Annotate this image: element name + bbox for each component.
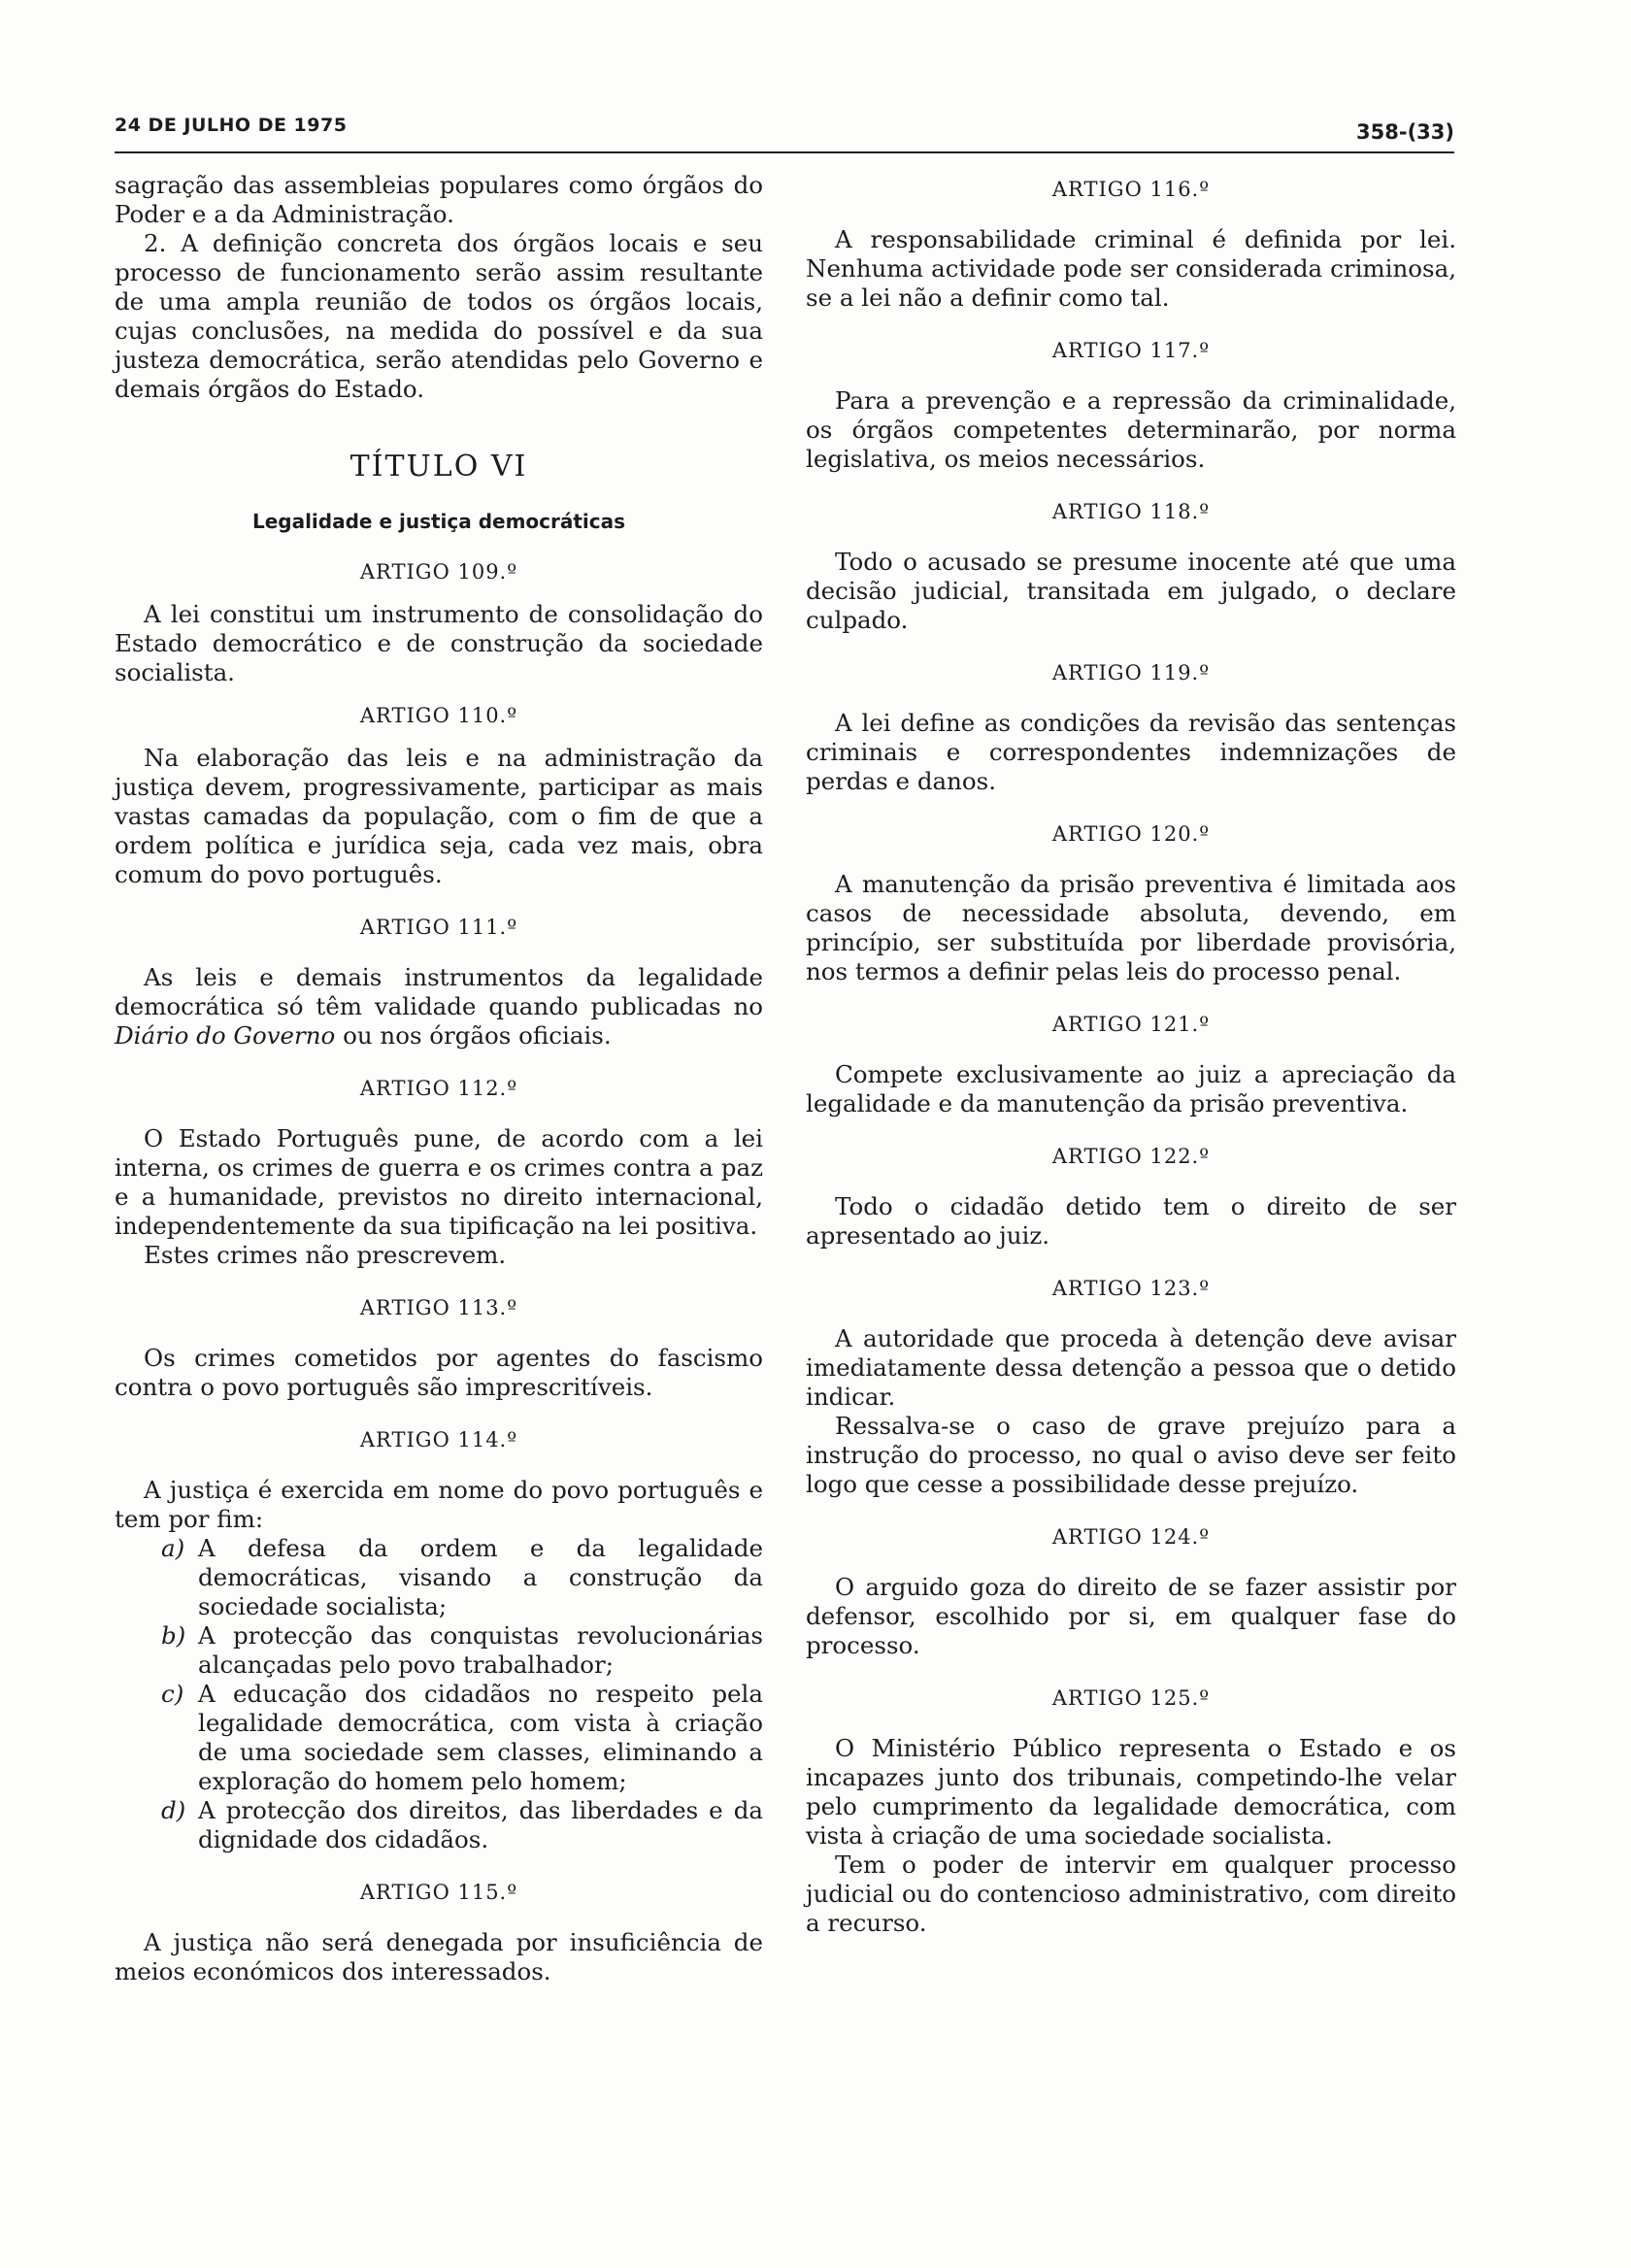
list-item-text: A protecção das conquistas revolucionárias alcançadas pelo povo trabalhador; bbox=[198, 1621, 763, 1679]
list-item-text: A defesa da ordem e da legalidade democráticas, visando a construção da sociedade socialista; bbox=[198, 1534, 763, 1620]
article-heading: ARTIGO 112.º bbox=[359, 1077, 518, 1100]
article-heading: ARTIGO 125.º bbox=[1051, 1686, 1211, 1710]
article-heading: ARTIGO 110.º bbox=[359, 704, 518, 727]
article-text: Na elaboração das leis e na administração da justiça devem, progressivamente, participar as mais vastas camadas da população, com o fim de que a ordem política e jurídica seja, cada vez mais, obra comum do povo português. bbox=[115, 744, 763, 888]
list-item bbox=[161, 1621, 763, 1680]
article-text: O Ministério Público representa o Estado e os incapazes junto dos tribunais, competindo-lhe velar pelo cumprimento da legalidade democrática, com vista à criação de uma sociedade socialista. bbox=[806, 1734, 1456, 1850]
article-text: Estes crimes não prescrevem. bbox=[144, 1241, 507, 1269]
article-text: A justiça não será denegada por insuficiência de meios económicos dos interessados. bbox=[115, 1928, 763, 1985]
list-item-label: a) bbox=[161, 1534, 185, 1562]
title-heading: TÍTULO VI bbox=[350, 450, 528, 484]
article-heading: ARTIGO 113.º bbox=[359, 1296, 518, 1319]
article-heading: ARTIGO 117.º bbox=[1051, 339, 1211, 362]
article-text bbox=[115, 963, 763, 1051]
list-item bbox=[161, 1534, 763, 1621]
article-text: Ressalva-se o caso de grave prejuízo para a instrução do processo, no qual o aviso deve ser feito logo que cesse a possibilidade desse prejuízo. bbox=[806, 1412, 1456, 1498]
article-heading: ARTIGO 123.º bbox=[1051, 1277, 1211, 1300]
header-page-number: 358-(33) bbox=[1356, 120, 1454, 144]
article-heading: ARTIGO 114.º bbox=[359, 1428, 518, 1451]
article-heading: ARTIGO 121.º bbox=[1051, 1013, 1211, 1036]
article-text: A justiça é exercida em nome do povo português e tem por fim: bbox=[115, 1476, 763, 1533]
title-subtitle: Legalidade e justiça democráticas bbox=[251, 510, 626, 533]
article-heading: ARTIGO 118.º bbox=[1051, 500, 1211, 523]
list-item-label: d) bbox=[161, 1796, 186, 1824]
right-column bbox=[806, 171, 1456, 1938]
article-text: Para a prevenção e a repressão da criminalidade, os órgãos competentes determinarão, por norma legislativa, os meios necessários. bbox=[806, 386, 1456, 473]
paragraph: sagração das assembleias populares como órgãos do Poder e a da Administração. bbox=[115, 171, 763, 228]
article-text: Compete exclusivamente ao juiz a apreciação da legalidade e da manutenção da prisão preventiva. bbox=[806, 1060, 1456, 1117]
article-text: Todo o cidadão detido tem o direito de ser apresentado ao juiz. bbox=[806, 1192, 1456, 1250]
article-text: Os crimes cometidos por agentes do fascismo contra o povo português são imprescritíveis. bbox=[115, 1344, 763, 1401]
left-column bbox=[115, 171, 763, 1986]
article-heading: ARTIGO 119.º bbox=[1051, 661, 1211, 684]
header-date: 24 DE JULHO DE 1975 bbox=[115, 115, 348, 136]
publication-name: Diário do Governo bbox=[115, 1021, 336, 1050]
paragraph: 2. A definição concreta dos órgãos locais e seu processo de funcionamento serão assim resultante de uma ampla reunião de todos os órgãos locais, cujas conclusões, na medida do possível e da sua justeza democrática, serão atendidas pelo Governo e demais órgãos do Estado. bbox=[115, 229, 763, 403]
article-text: Todo o acusado se presume inocente até que uma decisão judicial, transitada em julgado, o declare culpado. bbox=[806, 548, 1456, 634]
article-text: A lei define as condições da revisão das sentenças criminais e correspondentes indemnizações de perdas e danos. bbox=[806, 709, 1456, 795]
list-item bbox=[161, 1680, 763, 1796]
list-item-label: c) bbox=[161, 1680, 184, 1708]
article-heading: ARTIGO 109.º bbox=[359, 560, 518, 584]
article-text-part: As leis e demais instrumentos da legalidade democrática só têm validade quando publicadas no bbox=[115, 963, 763, 1020]
page-header bbox=[115, 109, 1454, 153]
article-heading: ARTIGO 124.º bbox=[1051, 1525, 1211, 1549]
article-heading: ARTIGO 116.º bbox=[1051, 178, 1211, 201]
article-heading: ARTIGO 111.º bbox=[359, 916, 518, 939]
article-heading: ARTIGO 120.º bbox=[1051, 822, 1211, 846]
article-text: A manutenção da prisão preventiva é limitada aos casos de necessidade absoluta, devendo, em princípio, ser substituída por liberdade provisória, nos termos a definir pelas leis do processo penal. bbox=[806, 870, 1456, 985]
list-item-text: A protecção dos direitos, das liberdades e da dignidade dos cidadãos. bbox=[198, 1796, 763, 1853]
article-text: O Estado Português pune, de acordo com a lei interna, os crimes de guerra e os crimes contra a paz e a humanidade, previstos no direito internacional, independentemente da sua tipificação na lei positiva. bbox=[115, 1124, 763, 1240]
article-text: O arguido goza do direito de se fazer assistir por defensor, escolhido por si, em qualquer fase do processo. bbox=[806, 1573, 1456, 1659]
article-heading: ARTIGO 115.º bbox=[359, 1881, 518, 1904]
article-text: Tem o poder de intervir em qualquer processo judicial ou do contencioso administrativo, com direito a recurso. bbox=[806, 1851, 1456, 1937]
article-text: A lei constitui um instrumento de consolidação do Estado democrático e de construção da sociedade socialista. bbox=[115, 600, 763, 686]
list-item-text: A educação dos cidadãos no respeito pela legalidade democrática, com vista à criação de uma sociedade sem classes, eliminando a exploração do homem pelo homem; bbox=[198, 1680, 763, 1795]
list-item bbox=[161, 1796, 763, 1854]
article-text: A responsabilidade criminal é definida por lei. Nenhuma actividade pode ser considerada criminosa, se a lei não a definir como tal. bbox=[806, 225, 1456, 312]
list-item-label: b) bbox=[161, 1621, 186, 1650]
article-text: A autoridade que proceda à detenção deve avisar imediatamente dessa detenção a pessoa que o detido indicar. bbox=[806, 1324, 1456, 1411]
article-heading: ARTIGO 122.º bbox=[1051, 1145, 1211, 1168]
article-text-part: ou nos órgãos oficiais. bbox=[343, 1021, 612, 1050]
